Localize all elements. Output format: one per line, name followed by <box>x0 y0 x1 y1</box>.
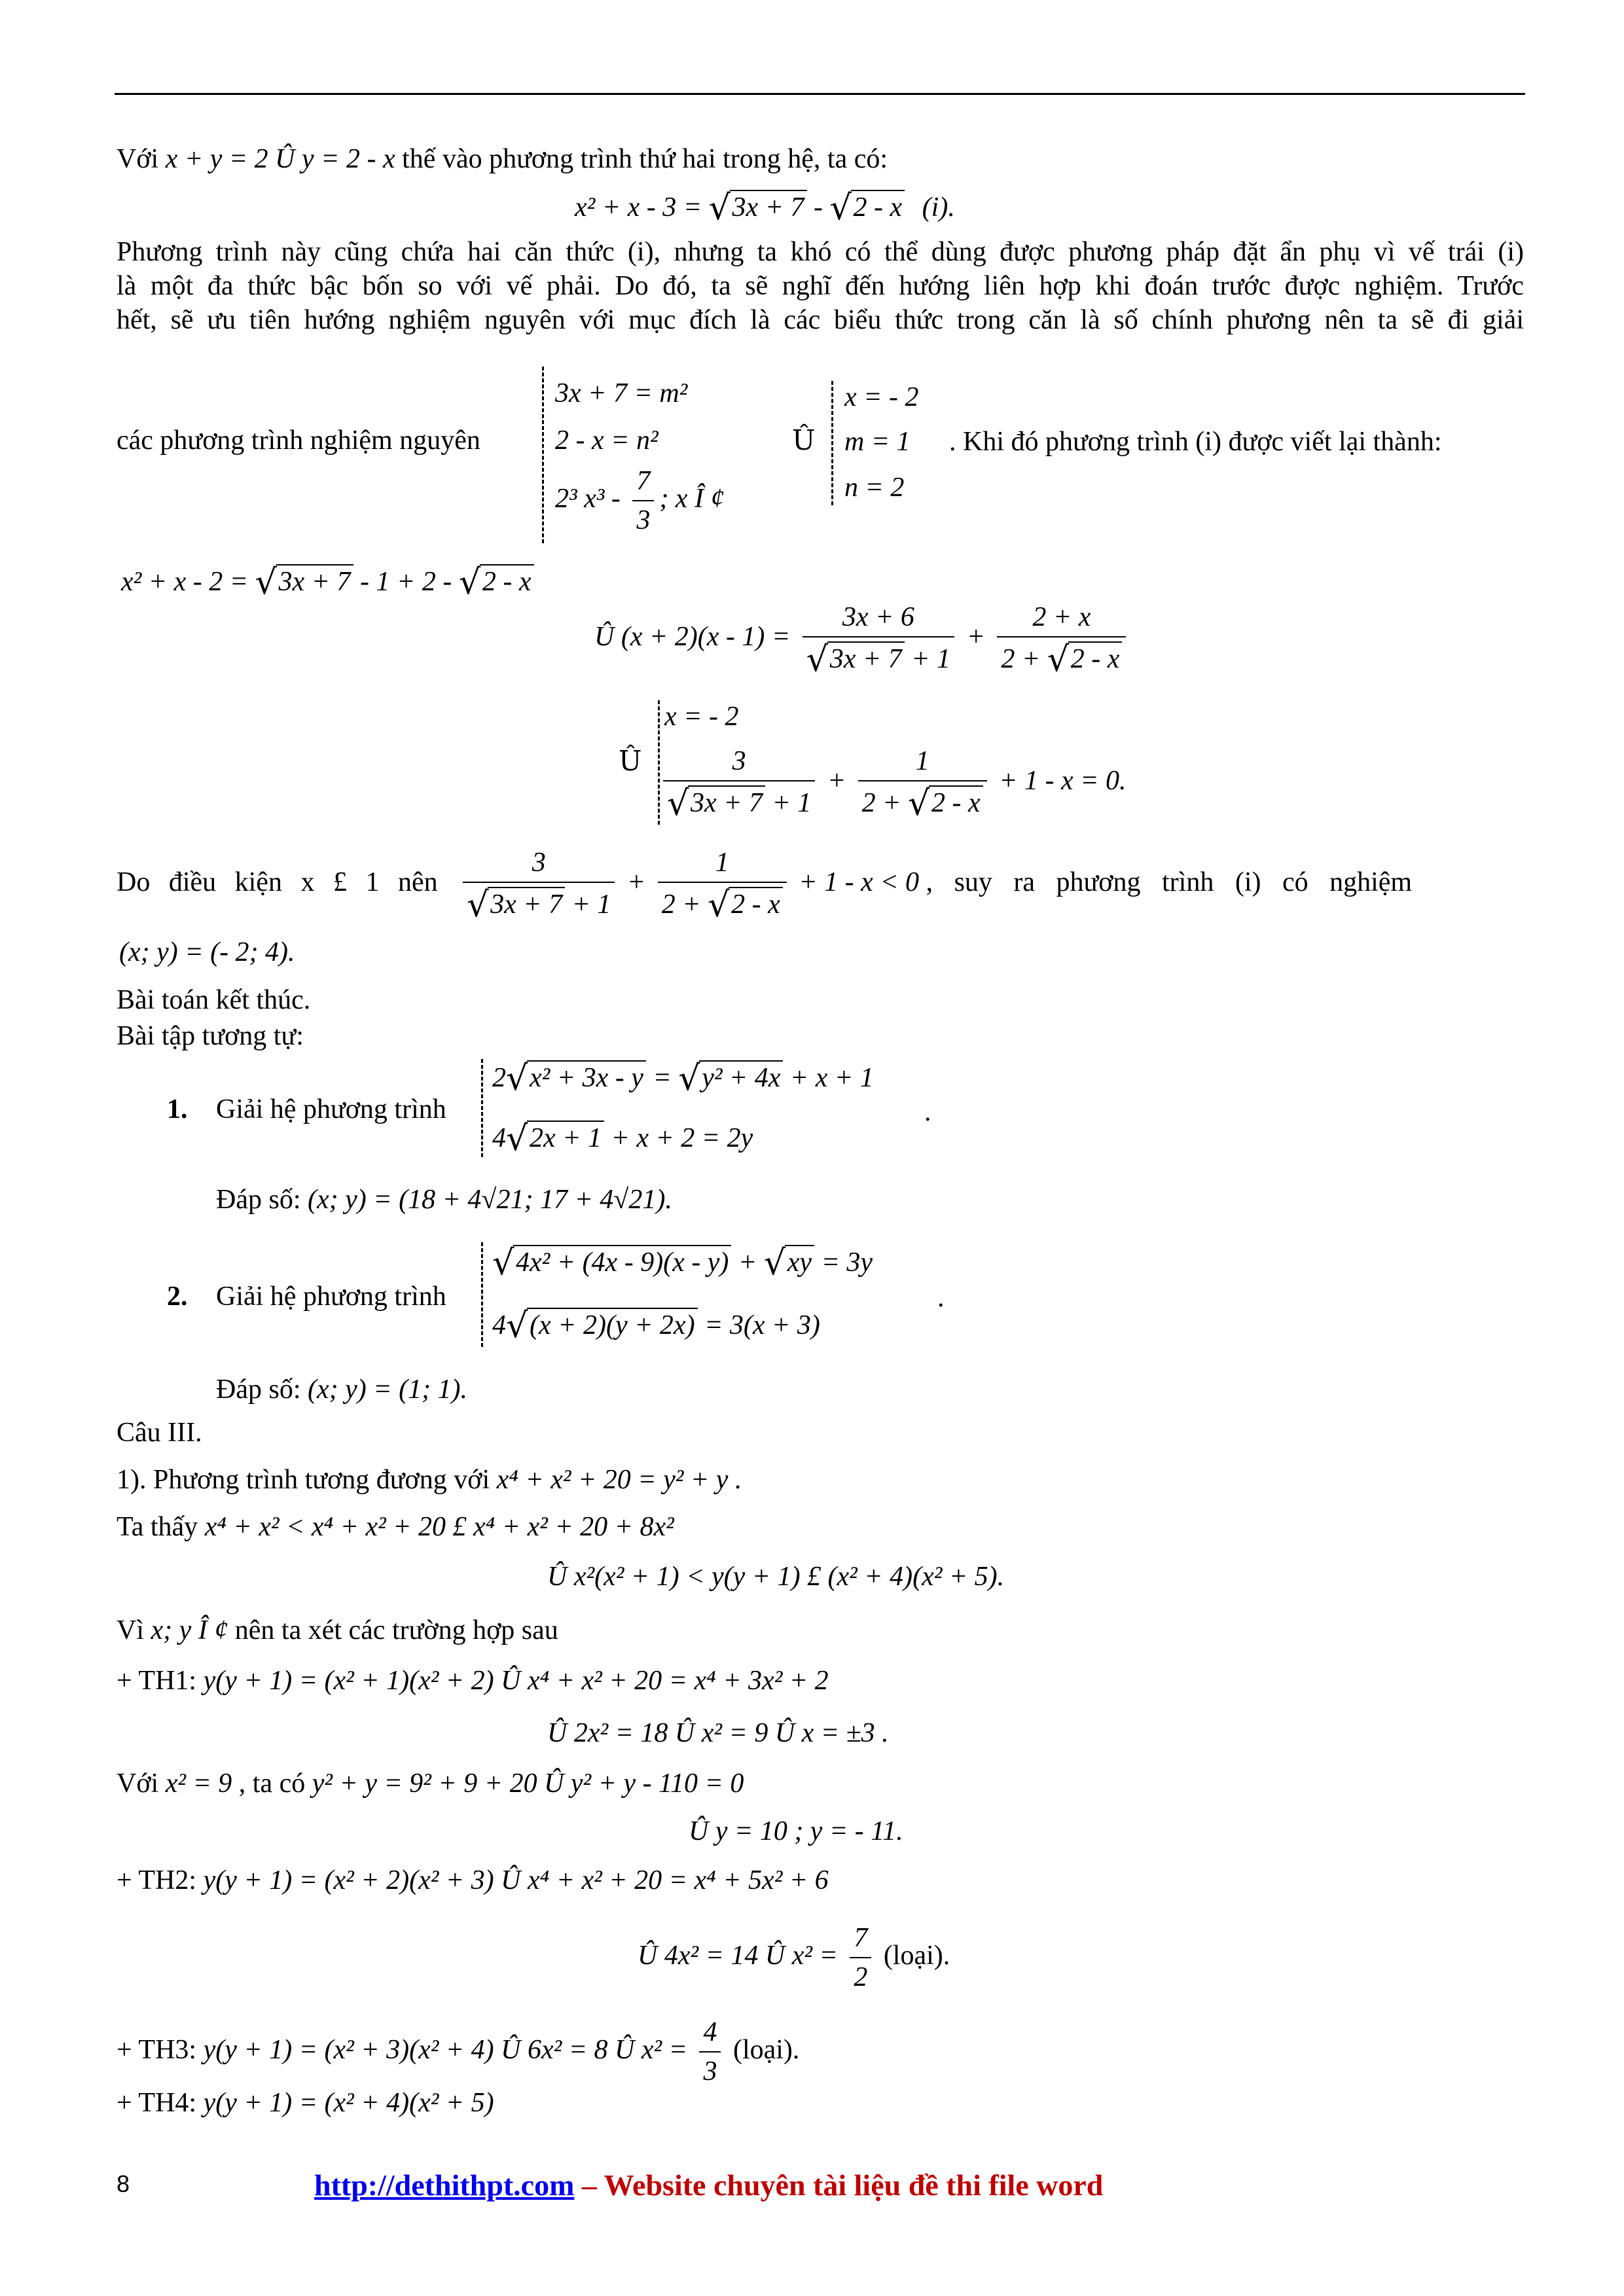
system-row <box>492 1121 753 1155</box>
case-row: x = - 2 <box>664 702 739 732</box>
equation-tag: (i). <box>922 192 955 223</box>
math-term: + 1 - x < 0 <box>799 867 920 897</box>
radical <box>911 785 983 819</box>
system-row: x = - 2 <box>844 382 919 412</box>
numerator: 4 <box>703 2017 717 2047</box>
numerator: 1 <box>915 746 929 776</box>
fraction <box>658 848 787 922</box>
text: . Khi đó phương trình (i) được viết lại thành: <box>949 427 1442 457</box>
math-term: x² + x - 3 = <box>575 192 702 223</box>
numerator: 3 <box>532 848 546 878</box>
math-term: + x + 2 = 2y <box>604 1123 753 1153</box>
system-row: m = 1 <box>844 427 911 457</box>
math-term: - 1 + 2 - <box>353 567 459 597</box>
math-inline: x² = 9 <box>165 1768 232 1799</box>
radicand: 3x + 7 <box>827 641 905 675</box>
footer-tagline: – Website chuyên tài liệu đề thi file word <box>574 2168 1104 2202</box>
math-term: 2 + <box>861 788 909 819</box>
math-term: Û 4x² = 14 Û x² = <box>638 1940 838 1971</box>
text-line <box>117 144 888 174</box>
iff-symbol: Û <box>619 745 642 777</box>
radical <box>670 785 765 819</box>
radical <box>710 887 783 921</box>
fraction <box>858 746 987 820</box>
text: , suy ra phương trình (i) có nghiệm <box>926 867 1413 897</box>
math-inline: x; y Î ¢ <box>151 1615 228 1645</box>
fraction <box>997 602 1126 676</box>
equation-rewritten <box>121 564 534 598</box>
math-inline: y(y + 1) = (x² + 4)(x² + 5) <box>203 2088 494 2118</box>
system-row <box>492 1245 873 1279</box>
numerator: 7 <box>854 1923 868 1953</box>
math-inline: x⁴ + x² < x⁴ + x² + 20 £ x⁴ + x² + 20 + 8x² <box>204 1512 674 1542</box>
fraction <box>663 746 815 820</box>
math-term: + 1 <box>765 788 812 819</box>
math-term: 2 + <box>1001 644 1047 675</box>
paragraph-line: là một đa thức bậc bốn so với vế phải. Do đó, ta sẽ nghĩ đến hướng liên hợp khi đoán trước được nghiệm. Trước <box>117 271 1524 301</box>
radicand: 2 - x <box>480 564 534 598</box>
math-inline: x⁴ + x² + 20 = y² + y . <box>496 1465 742 1495</box>
text: nên ta xét các trường hợp sau <box>228 1615 558 1645</box>
system-brace <box>542 367 548 543</box>
radicand: 3x + 7 <box>276 564 353 598</box>
text-line <box>117 848 1412 922</box>
case-line <box>117 2017 799 2087</box>
radical <box>258 564 353 598</box>
case-label: + TH3: <box>117 2034 204 2065</box>
radicand: xy <box>785 1245 814 1279</box>
numerator: 7 <box>636 466 651 496</box>
equation: Û y = 10 ; y = - 11. <box>689 1816 903 1846</box>
case-line <box>117 1666 829 1696</box>
fraction <box>463 848 615 922</box>
math-term: x² + x - 2 = <box>121 567 249 597</box>
math-term: + <box>626 867 646 897</box>
exercise-label: Giải hệ phương trình <box>216 1094 446 1124</box>
radicand: 2 - x <box>1068 641 1123 675</box>
math-term: . <box>1119 765 1127 796</box>
math-term: + 1 <box>904 644 951 675</box>
radical <box>509 1121 604 1155</box>
section-heading: Bài tập tương tự: <box>117 1021 304 1051</box>
paragraph-line: hết, sẽ ưu tiên hướng nghiệm nguyên với mục đích là các biểu thức trong căn là số chính phương nên ta sẽ đi giải <box>117 305 1524 335</box>
footer-link[interactable]: http://dethithpt.com <box>314 2168 575 2202</box>
system-brace <box>831 381 837 505</box>
math-inline: y² + y = 9² + 9 + 20 Û y² + y - 110 = 0 <box>312 1768 744 1799</box>
fraction <box>803 602 954 676</box>
answer-line <box>216 1185 672 1215</box>
section-heading: Câu III. <box>117 1418 202 1448</box>
text: Bài toán kết thúc. <box>117 985 311 1015</box>
math-term: Û (x + 2)(x - 1) = <box>594 621 791 652</box>
radical <box>461 564 534 598</box>
math-term: 2 + <box>661 889 708 920</box>
case-row <box>658 746 1126 820</box>
denominator <box>463 882 615 921</box>
denominator: 3 <box>632 500 654 535</box>
equation: Û x²(x² + 1) < y(y + 1) £ (x² + 4)(x² + 5). <box>547 1562 1005 1592</box>
exercise-number: 2. <box>167 1282 188 1312</box>
numerator: 2 + x <box>1032 602 1091 632</box>
denominator: 2 <box>850 1957 871 1992</box>
numerator: 3x + 6 <box>842 602 914 632</box>
radical <box>509 1060 646 1094</box>
equation <box>638 1923 950 1992</box>
radicand: 2 - x <box>929 785 983 819</box>
case-label: + TH4: <box>117 2088 204 2118</box>
denominator <box>997 636 1126 675</box>
paragraph-line: Phương trình này cũng chứa hai căn thức (i), nhưng ta khó có thể dùng được phương pháp đặt ẩn phụ vì vế trái (i) <box>117 237 1524 267</box>
case-label: + TH2: <box>117 1865 204 1895</box>
exercise-label: Giải hệ phương trình <box>216 1282 446 1312</box>
page-number: 8 <box>117 2170 130 2197</box>
text-line <box>117 1465 742 1495</box>
radical <box>495 1245 731 1279</box>
system-brace <box>481 1242 487 1347</box>
math-term: = 3y <box>814 1247 873 1278</box>
answer-value: (x; y) = (1; 1). <box>308 1374 468 1405</box>
radical <box>681 1060 783 1094</box>
numerator: 1 <box>715 848 729 878</box>
text: Ta thấy <box>117 1512 205 1542</box>
radicand: 3x + 7 <box>488 887 565 921</box>
radical <box>1050 641 1123 675</box>
math-term: + <box>827 765 846 796</box>
math-term: ; x Î ¢ <box>659 483 725 514</box>
answer-line <box>216 1374 467 1405</box>
denominator <box>658 882 787 921</box>
equation-i <box>575 190 955 224</box>
footer <box>314 2168 1103 2202</box>
text: Vì <box>117 1615 151 1645</box>
math-term: 4 <box>492 1123 506 1153</box>
header-rule <box>115 93 1525 95</box>
system-row <box>555 466 724 535</box>
case-line <box>117 2088 494 2118</box>
text: . <box>924 1097 931 1127</box>
radicand: 2 - x <box>729 887 783 921</box>
system-row <box>492 1308 820 1342</box>
text: thế vào phương trình thứ hai trong hệ, ta có: <box>395 144 888 174</box>
text: 1). Phương trình tương đương với <box>117 1465 497 1495</box>
iff-symbol: Û <box>792 424 816 456</box>
math-term: + <box>966 621 985 652</box>
radicand: 3x + 7 <box>730 190 807 224</box>
denominator <box>858 780 987 819</box>
system-row: 2 - x = n² <box>555 425 659 456</box>
radicand: y² + 4x <box>699 1060 783 1094</box>
text: , ta có <box>232 1768 312 1799</box>
math-inline <box>458 848 926 920</box>
math-inline: y(y + 1) = (x² + 1)(x² + 2) Û x⁴ + x² + 20 = x⁴ + 3x² + 2 <box>203 1666 829 1696</box>
numerator: 3 <box>732 746 746 776</box>
math-term: + 1 - x = 0 <box>999 765 1119 796</box>
solution: (x; y) = (- 2; 4). <box>119 937 295 967</box>
text: Do điều kiện x £ 1 nên <box>117 867 438 897</box>
system-row: 3x + 7 = m² <box>555 378 688 408</box>
system-brace <box>481 1059 487 1157</box>
radical <box>469 887 565 921</box>
fraction <box>632 466 654 535</box>
math-term: 2 <box>492 1063 506 1093</box>
answer-label: Đáp số: <box>216 1374 301 1405</box>
math-inline: y(y + 1) = (x² + 3)(x² + 4) Û 6x² = 8 Û x² = <box>203 2034 687 2065</box>
text-line <box>117 1512 674 1542</box>
text: (loại). <box>732 2034 800 2065</box>
math-term: 2³ x³ - <box>555 483 621 514</box>
math-term: + x + 1 <box>783 1063 874 1093</box>
exercise-number: 1. <box>167 1094 188 1124</box>
case-line <box>117 1865 829 1895</box>
answer-label: Đáp số: <box>216 1185 301 1215</box>
math-term: + 1 <box>565 889 611 920</box>
math-term: - <box>806 192 830 223</box>
radical <box>833 190 905 224</box>
answer-value: (x; y) = (18 + 4√21; 17 + 4√21). <box>308 1185 672 1215</box>
math-inline: x + y = 2 Û y = 2 - x <box>165 144 395 174</box>
radicand: 2 - x <box>851 190 905 224</box>
system-row <box>492 1060 874 1094</box>
math-term: + <box>731 1247 764 1278</box>
radicand: 4x² + (4x - 9)(x - y) <box>513 1245 731 1279</box>
text-line <box>117 1768 744 1799</box>
radicand: (x + 2)(y + 2x) <box>527 1308 698 1342</box>
system-row: n = 2 <box>844 473 905 503</box>
text: (loại). <box>883 1940 950 1971</box>
text: Với <box>117 144 166 174</box>
fraction <box>699 2017 721 2087</box>
radical <box>712 190 807 224</box>
math-term: = 3(x + 3) <box>697 1310 820 1340</box>
text: . <box>937 1283 945 1313</box>
text-line <box>117 1615 558 1645</box>
radical <box>809 641 905 675</box>
denominator: 3 <box>699 2051 721 2087</box>
fraction <box>850 1923 871 1992</box>
denominator <box>803 636 954 675</box>
text: Với <box>117 1768 166 1799</box>
equation-factored <box>594 602 1131 676</box>
radical <box>509 1308 698 1342</box>
radicand: x² + 3x - y <box>527 1060 646 1094</box>
radicand: 3x + 7 <box>688 785 765 819</box>
math-inline: y(y + 1) = (x² + 2)(x² + 3) Û x⁴ + x² + 20 = x⁴ + 5x² + 6 <box>203 1865 829 1895</box>
text: các phương trình nghiệm nguyên <box>117 425 480 456</box>
case-label: + TH1: <box>117 1666 204 1696</box>
math-term: 4 <box>492 1310 506 1340</box>
math-term: = <box>645 1063 679 1093</box>
equation: Û 2x² = 18 Û x² = 9 Û x = ±3 . <box>547 1718 889 1748</box>
radicand: 2x + 1 <box>527 1121 604 1155</box>
radical <box>767 1245 814 1279</box>
denominator <box>663 780 815 819</box>
